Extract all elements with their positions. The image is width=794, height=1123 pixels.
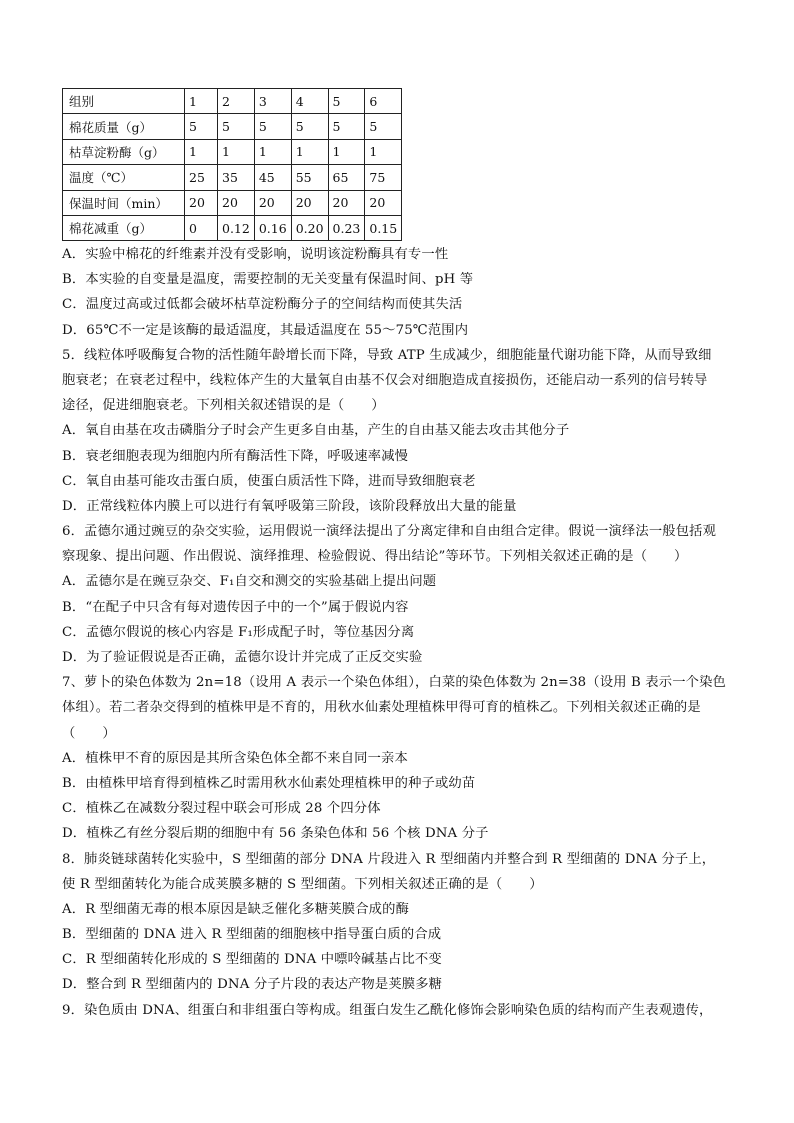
table-row [63,215,402,240]
table-cell: 1 [185,139,218,164]
text-line: 6．孟德尔通过豌豆的杂交实验，运用假说一演绎法提出了分离定律和自由组合定律。假说一演绎法一般包括观 [62,524,717,540]
text-line: 8．肺炎链球菌转化实验中，S 型细菌的部分 DNA 片段进入 R 型细菌内并整合到 R 型细菌的 DNA 分子上， [62,851,716,867]
text-line: 5．线粒体呼吸酶复合物的活性随年龄增长而下降，导致 ATP 生成减少，细胞能量代谢功能下降，从而导致细 [62,347,712,363]
text-line: C．植株乙在减数分裂过程中联会可形成 28 个四分体 [62,801,381,817]
text-line: C．孟德尔假说的核心内容是 F₁形成配子时，等位基因分离 [62,624,415,640]
table-cell: 5 [291,114,328,139]
row-label: 温度（℃） [63,165,185,190]
experiment-table [62,88,402,241]
table-cell: 35 [218,165,255,190]
table-cell: 5 [185,114,218,139]
text-line: C．温度过高或过低都会破坏枯草淀粉酶分子的空间结构而使其失活 [62,297,463,313]
table-cell: 1 [291,139,328,164]
text-line: 使 R 型细菌转化为能合成荚膜多糖的 S 型细菌。下列相关叙述正确的是（ ） [62,876,543,892]
text-line: A．R 型细菌无毒的根本原因是缺乏催化多糖荚膜合成的酶 [62,901,410,917]
table-cell: 0.23 [328,215,365,240]
text-line: C．氧自由基可能攻击蛋白质，使蛋白质活性下降，进而导致细胞衰老 [62,473,476,489]
row-label: 棉花减重（g） [63,215,185,240]
table-cell: 0.16 [254,215,291,240]
text-line: 胞衰老；在衰老过程中，线粒体产生的大量氧自由基不仅会对细胞造成直接损伤，还能启动一系列的信号转导 [62,372,708,388]
table-cell: 0.15 [365,215,402,240]
table-cell: 55 [291,165,328,190]
table-cell: 75 [365,165,402,190]
table-cell: 20 [218,190,255,215]
text-line: 察现象、提出问题、作出假说、演绎推理、检验假说、得出结论”等环节。下列相关叙述正确的是（ ） [62,549,688,565]
text-line: C．R 型细菌转化形成的 S 型细菌的 DNA 中嘌呤碱基占比不变 [62,952,442,968]
table-cell: 0.20 [291,215,328,240]
table-cell: 5 [254,114,291,139]
text-line: B．型细菌的 DNA 进入 R 型细菌的细胞核中指导蛋白质的合成 [62,927,442,943]
table-cell: 6 [365,89,402,114]
row-label: 棉花质量（g） [63,114,185,139]
table-cell: 5 [328,114,365,139]
table-row [63,190,402,215]
text-line: A．植株甲不育的原因是其所含染色体全都不来自同一亲本 [62,750,408,766]
text-line: B．“在配子中只含有每对遗传因子中的一个”属于假说内容 [62,599,409,615]
row-label: 保温时间（min） [63,190,185,215]
table-cell: 1 [254,139,291,164]
text-line: 9．染色质由 DNA、组蛋白和非组蛋白等构成。组蛋白发生乙酰化修饰会影响染色质的结构而产生表观遗传， [62,1002,713,1018]
text-line: B．本实验的自变量是温度，需要控制的无关变量有保温时间、pH 等 [62,272,474,288]
text-line: 7、萝卜的染色体数为 2n=18（设用 A 表示一个染色体组），白菜的染色体数为 2n=38（设用 B 表示一个染色 [62,675,726,691]
text-line: D．正常线粒体内膜上可以进行有氧呼吸第三阶段，该阶段释放出大量的能量 [62,498,517,514]
table-row [63,89,402,114]
question-text [62,242,752,1023]
table-row [63,114,402,139]
table-cell: 20 [185,190,218,215]
row-label: 枯草淀粉酶（g） [63,139,185,164]
table-row [63,165,402,190]
table-cell: 1 [218,139,255,164]
text-line: A．实验中棉花的纤维素并没有受影响，说明该淀粉酶具有专一性 [62,247,449,262]
table-cell: 1 [185,89,218,114]
text-line: 体组）。若二者杂交得到的植株甲是不育的，用秋水仙素处理植株甲得可育的植株乙。下列相关叙述正确的是 [62,700,701,716]
table-cell: 3 [254,89,291,114]
text-line: A．氧自由基在攻击磷脂分子时会产生更多自由基，产生的自由基又能去攻击其他分子 [62,423,570,439]
text-line: B．衰老细胞表现为细胞内所有酶活性下降，呼吸速率减慢 [62,448,409,464]
row-label: 组别 [63,89,185,114]
table-cell: 5 [328,89,365,114]
table-cell: 45 [254,165,291,190]
table-cell: 1 [328,139,365,164]
table-cell: 5 [218,114,255,139]
table-cell: 4 [291,89,328,114]
table-cell: 20 [291,190,328,215]
table-cell: 1 [365,139,402,164]
text-line: （ ） [62,725,116,741]
text-line: A．孟德尔是在豌豆杂交、F₁自交和测交的实验基础上提出问题 [62,574,437,590]
text-line: D．65℃不一定是该酶的最适温度，其最适温度在 55～75℃范围内 [62,322,469,338]
text-line: 途径，促进细胞衰老。下列相关叙述错误的是（ ） [62,398,385,414]
text-line: D．植株乙有丝分裂后期的细胞中有 56 条染色体和 56 个核 DNA 分子 [62,826,489,842]
table-cell: 20 [365,190,402,215]
table-cell: 20 [328,190,365,215]
text-line: B．由植株甲培育得到植株乙时需用秋水仙素处理植株甲的种子或幼苗 [62,775,476,791]
table-cell: 20 [254,190,291,215]
table-cell: 65 [328,165,365,190]
text-line: D．为了验证假说是否正确，孟德尔设计并完成了正反交实验 [62,650,423,665]
table-cell: 2 [218,89,255,114]
text-line: D．整合到 R 型细菌内的 DNA 分子片段的表达产物是荚膜多糖 [62,977,443,993]
table-cell: 25 [185,165,218,190]
table-cell: 0.12 [218,215,255,240]
table-row [63,139,402,164]
table-cell: 5 [365,114,402,139]
table-cell: 0 [185,215,218,240]
